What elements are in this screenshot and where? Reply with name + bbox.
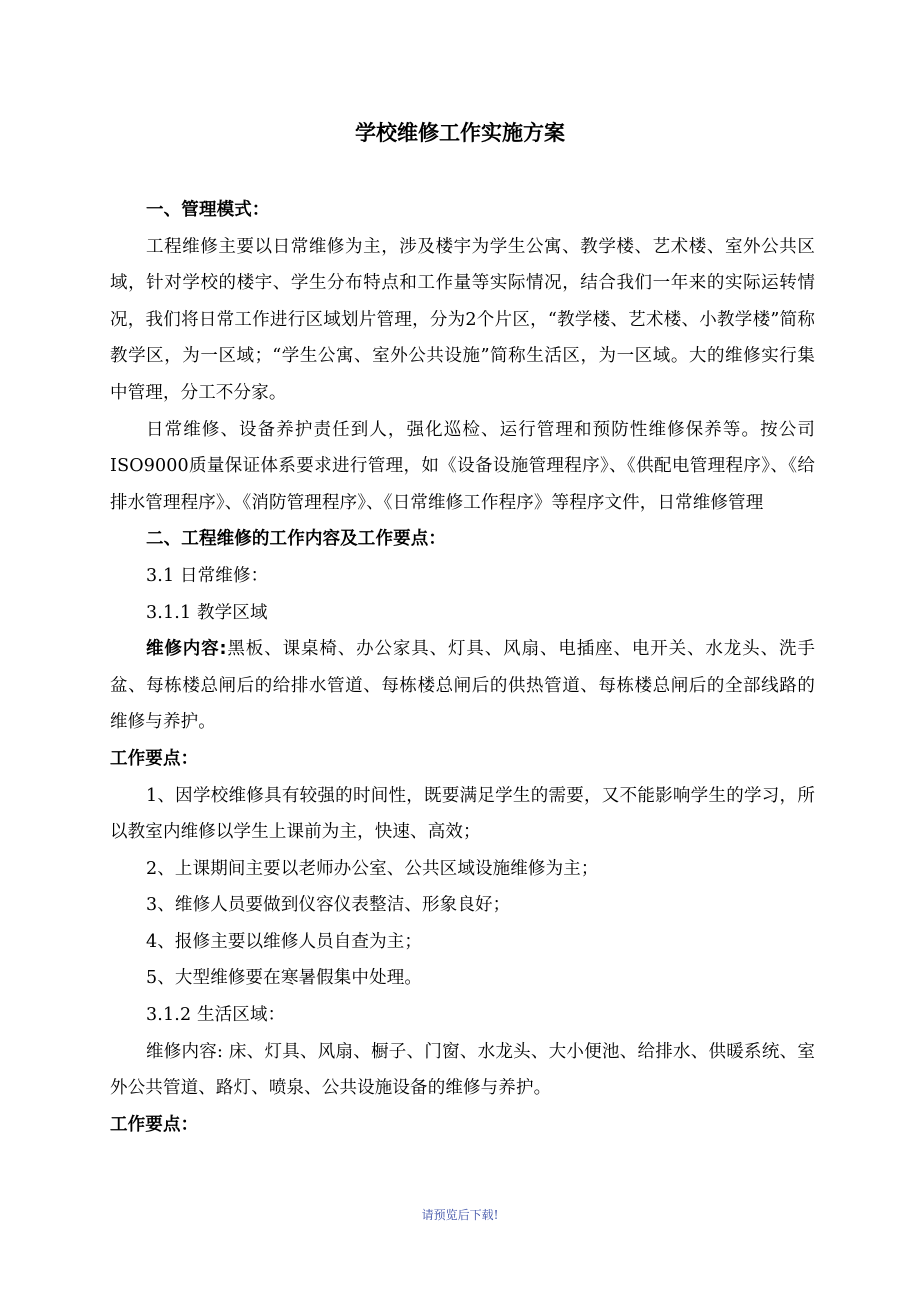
work-point-item: 4、报修主要以维修人员自查为主； [146,931,423,952]
document-title: 学校维修工作实施方案 [355,121,565,145]
maintenance-content-label: 维修内容: [146,639,227,660]
paragraph-teaching-content [110,631,815,741]
work-point-item: 5、大型维修要在寒暑假集中处理。 [146,968,423,989]
subheading-daily-maintenance: 3.1 日常维修： [146,565,269,586]
section-heading-work-content: 二、工程维修的工作内容及工作要点： [146,529,447,550]
work-point-item: 1、因学校维修具有较强的时间性，既要满足学生的需要，又不能影响学生的学习，所以教室内维修以学生上课前为主，快速、高效； [110,785,815,843]
paragraph-management-scope: 工程维修主要以日常维修为主，涉及楼宇为学生公寓、教学楼、艺术楼、室外公共区域，针对学校的楼宇、学生分布特点和工作量等实际情况，结合我们一年来的实际运转情况，我们将日常工作进行区域划片管理，分为2个片区，“教学楼、艺术楼、小教学楼”简称教学区，为一区域；“学生公寓、室外公共设施”简称生活区，为一区域。大的维修实行集中管理，分工不分家。 [110,236,815,403]
subheading-teaching-area: 3.1.1 教学区域 [146,602,268,623]
section-heading-management: 一、管理模式： [146,200,270,220]
paragraph-living-content: 维修内容: 床、灯具、风扇、橱子、门窗、水龙头、大小便池、给排水、供暖系统、室外公共管道、路灯、喷泉、公共设施设备的维修与养护。 [110,1041,815,1099]
work-points-heading-teaching: 工作要点： [110,748,199,769]
work-point-item: 3、维修人员要做到仪容仪表整洁、形象良好； [146,895,511,916]
subheading-living-area: 3.1.2 生活区域： [146,1005,286,1026]
work-point-item: 2、上课期间主要以老师办公室、公共区域设施维修为主； [146,858,599,879]
document-body [110,192,815,1143]
maintenance-content-text: 黑板、课桌椅、办公家具、灯具、风扇、电插座、电开关、水龙头、洗手盆、每栋楼总闸后的给排水管道、每栋楼总闸后的供热管道、每栋楼总闸后的全部线路的维修与养护。 [110,639,815,733]
work-points-heading-living: 工作要点： [110,1114,199,1135]
download-footer-note: 请预览后下载! [421,1208,499,1222]
paragraph-management-responsibility: 日常维修、设备养护责任到人，强化巡检、运行管理和预防性维修保养等。按公司ISO9000质量保证体系要求进行管理，如《设备设施管理程序》、《供配电管理程序》、《给排水管理程序》、《消防管理程序》、《日常维修工作程序》等程序文件，日常维修管理 [110,419,815,513]
